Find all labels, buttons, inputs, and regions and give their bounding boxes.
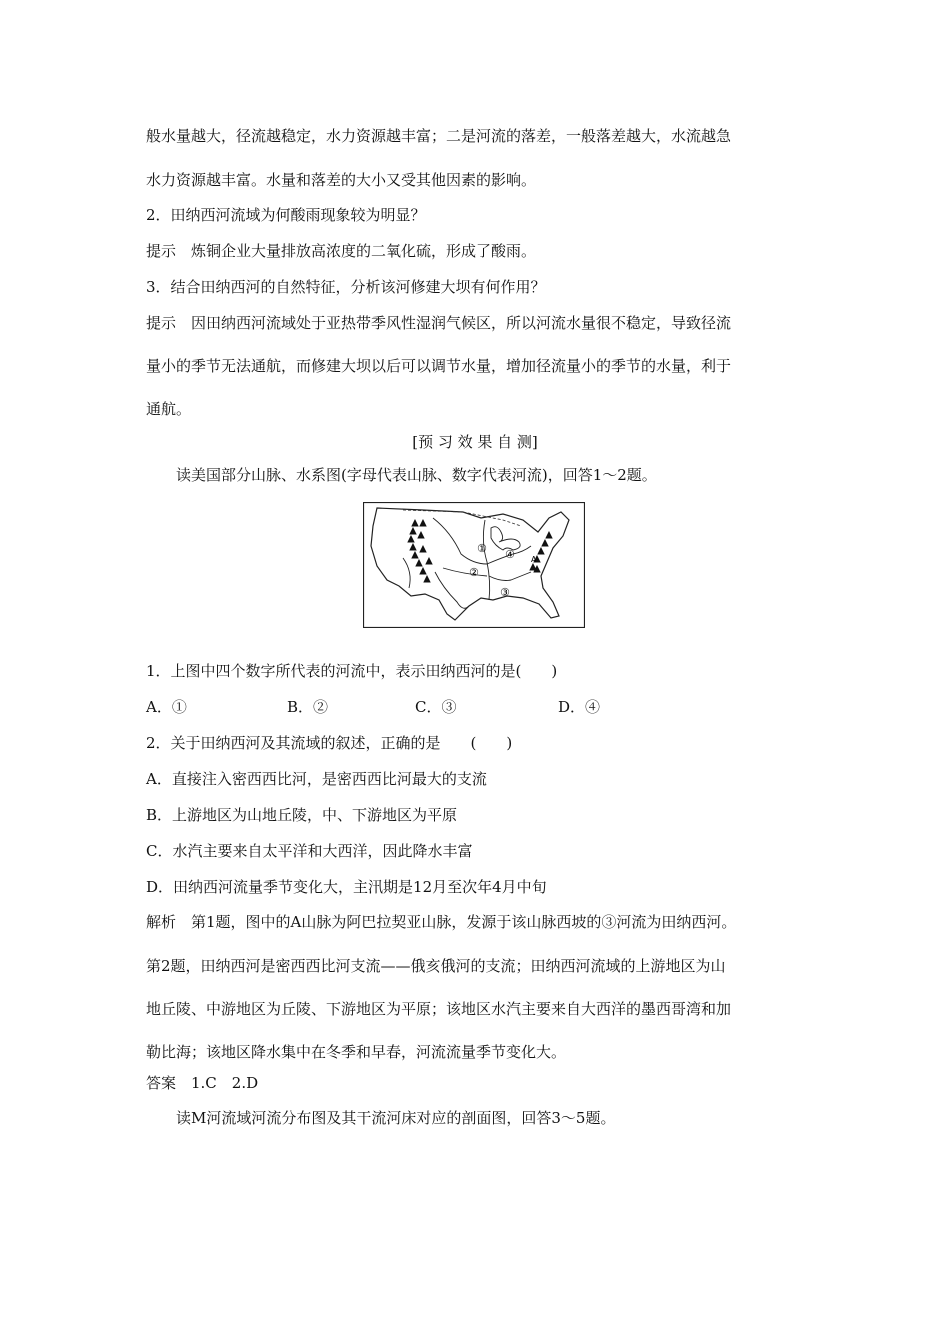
hint-3-line-3: 通航。: [146, 400, 192, 418]
body-line-1: 般水量越大，径流越稳定，水力资源越丰富；二是河流的落差，一般落差越大，水流越急: [146, 127, 732, 145]
analysis-line-4: 勒比海；该地区降水集中在冬季和早春，河流流量季节变化大。: [146, 1043, 567, 1061]
analysis-line-2: 第2题，田纳西河是密西西比河支流——俄亥俄河的支流；田纳西河流域的上游地区为山: [146, 957, 726, 975]
map-label-1: ①: [477, 542, 487, 555]
hint-3-line-1: 提示 因田纳西河流域处于亚热带季风性湿润气候区，所以河流水量很不稳定，导致径流: [146, 314, 732, 332]
section-title: [预 习 效 果 自 测]: [412, 433, 538, 451]
question-2-stem: 2．关于田纳西河及其流域的叙述，正确的是 ( ): [146, 734, 513, 752]
intro-text-1: 读美国部分山脉、水系图(字母代表山脉、数字代表河流)，回答1～2题。: [176, 466, 657, 484]
map-label-A: A: [531, 555, 537, 564]
answer-line: 答案 1.C 2.D: [146, 1074, 259, 1092]
question-2-option-c: C．水汽主要来自太平洋和大西洋，因此降水丰富: [146, 842, 473, 860]
question-1-option-d: D．④: [558, 698, 601, 716]
question-2-heading: 2．田纳西河流域为何酸雨现象较为明显？: [146, 206, 426, 224]
question-2-option-b: B．上游地区为山地丘陵，中、下游地区为平原: [146, 806, 458, 824]
body-line-2: 水力资源越丰富。水量和落差的大小又受其他因素的影响。: [146, 171, 537, 189]
analysis-line-1: 解析 第1题，图中的A山脉为阿巴拉契亚山脉，发源于该山脉西坡的③河流为田纳西河。: [146, 913, 737, 931]
intro-text-2: 读M河流域河流分布图及其干流河床对应的剖面图，回答3～5题。: [176, 1109, 616, 1127]
question-3-heading: 3．结合田纳西河的自然特征，分析该河修建大坝有何作用？: [146, 278, 546, 296]
hint-2: 提示 炼铜企业大量排放高浓度的二氧化硫，形成了酸雨。: [146, 242, 537, 260]
question-2-option-a: A．直接注入密西西比河，是密西西比河最大的支流: [146, 770, 487, 788]
analysis-line-3: 地丘陵、中游地区为丘陵、下游地区为平原；该地区水汽主要来自大西洋的墨西哥湾和加: [146, 1000, 732, 1018]
map-label-2: ②: [469, 566, 479, 579]
question-2-option-d: D．田纳西河流量季节变化大，主汛期是12月至次年4月中旬: [146, 878, 547, 896]
question-1-option-a: A．①: [146, 698, 187, 716]
map-label-3: ③: [500, 586, 510, 599]
question-1-option-c: C．③: [415, 698, 457, 716]
us-river-map: [363, 502, 585, 628]
hint-3-line-2: 量小的季节无法通航，而修建大坝以后可以调节水量，增加径流量小的季节的水量，利于: [146, 357, 732, 375]
question-1-stem: 1．上图中四个数字所代表的河流中，表示田纳西河的是( ): [146, 662, 558, 680]
question-1-option-b: B．②: [287, 698, 329, 716]
map-label-4: ④: [505, 548, 515, 561]
